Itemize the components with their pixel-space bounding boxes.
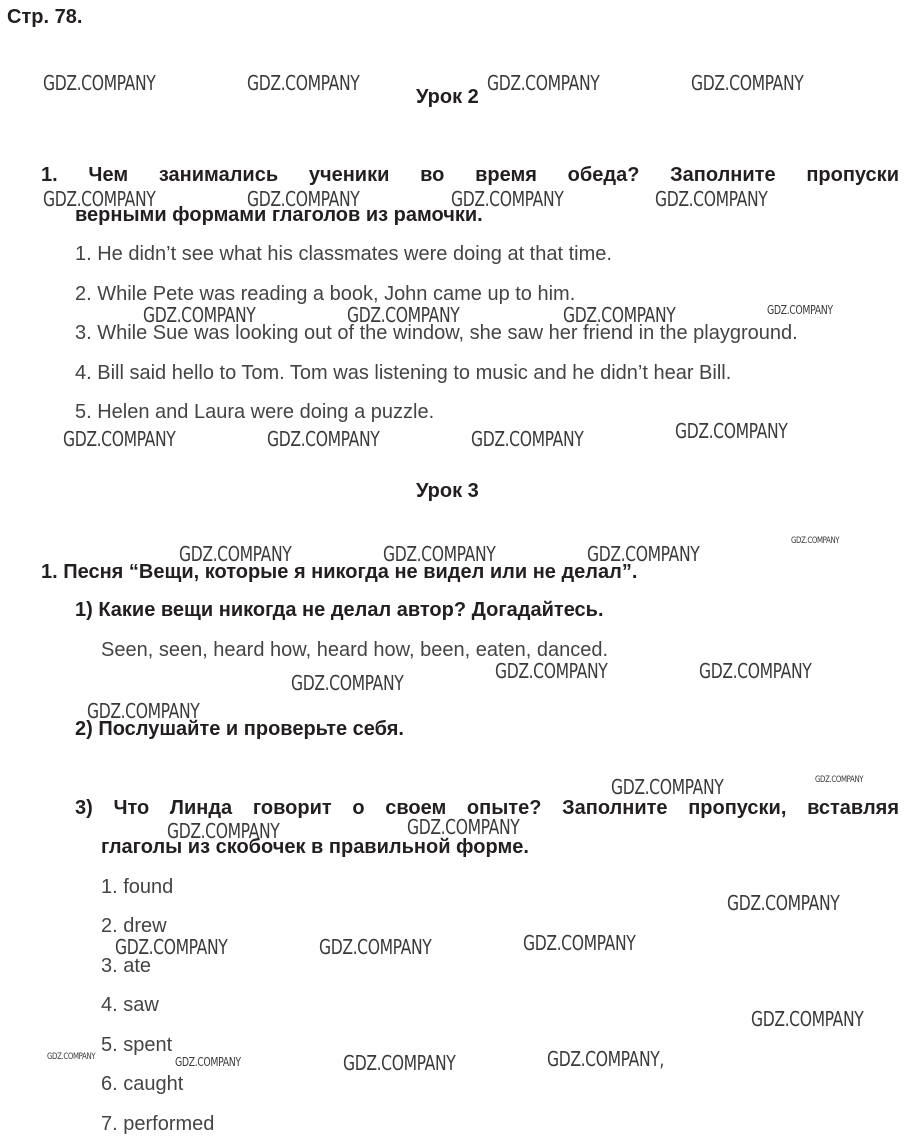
watermark: GDZ.COMPANY	[343, 1051, 456, 1075]
watermark: GDZ.COMPANY	[383, 542, 496, 566]
lesson2-task1-line1: 1. Чем занимались ученики во время обеда? Заполните пропуски	[41, 164, 899, 186]
watermark: GDZ.COMPANY	[611, 775, 724, 799]
watermark: GDZ.COMPANY	[471, 427, 584, 451]
lesson3-sub1-answer: Seen, seen, heard how, heard how, been, eaten, danced.	[101, 639, 609, 661]
watermark: GDZ.COMPANY	[791, 536, 840, 546]
lesson3-sub3-answer-2: 2. drew	[101, 915, 167, 937]
lesson3-sub3-answer-5: 5. spent	[101, 1034, 173, 1056]
watermark: GDZ.COMPANY	[175, 1055, 241, 1069]
watermark: GDZ.COMPANY	[751, 1007, 864, 1031]
lesson3-sub3-line1: 3) Что Линда говорит о своем опыте? Заполните пропуски, вставляя	[75, 797, 899, 819]
lesson3-sub3-answer-7: 7. performed	[101, 1113, 215, 1135]
lesson2-answer-4: 4. Bill said hello to Tom. Tom was listening to music and he didn’t hear Bill.	[75, 362, 732, 384]
watermark: GDZ.COMPANY	[587, 542, 700, 566]
page-label: Стр. 78.	[7, 6, 83, 28]
watermark: GDZ.COMPANY	[115, 935, 228, 959]
watermark: GDZ.COMPANY	[727, 891, 840, 915]
watermark: GDZ.COMPANY	[767, 303, 833, 317]
lesson2-heading: Урок 2	[416, 86, 479, 108]
lesson3-sub2-title: 2) Послушайте и проверьте себя.	[75, 718, 404, 740]
watermark: GDZ.COMPANY	[407, 815, 520, 839]
watermark: GDZ.COMPANY	[167, 819, 280, 843]
watermark: GDZ.COMPANY	[43, 71, 156, 95]
lesson3-sub3-answer-6: 6. caught	[101, 1073, 184, 1095]
lesson3-sub3-answer-1: 1. found	[101, 876, 174, 898]
lesson2-answer-2: 2. While Pete was reading a book, John came up to him.	[75, 283, 576, 305]
lesson2-answer-3: 3. While Sue was looking out of the window, she saw her friend in the playground.	[75, 322, 798, 344]
watermark: GDZ.COMPANY	[523, 931, 636, 955]
watermark: GDZ.COMPANY	[487, 71, 600, 95]
watermark: GDZ.COMPANY	[247, 187, 360, 211]
watermark: GDZ.COMPANY	[43, 187, 156, 211]
watermark: GDZ.COMPANY	[655, 187, 768, 211]
watermark: GDZ.COMPANY	[247, 71, 360, 95]
lesson3-sub3-answer-3: 3. ate	[101, 955, 152, 977]
lesson2-task1-line2: верными формами глаголов из рамочки.	[75, 204, 483, 226]
lesson3-sub3-answer-4: 4. saw	[101, 994, 159, 1016]
watermark: GDZ.COMPANY	[267, 427, 380, 451]
lesson2-answer-5: 5. Helen and Laura were doing a puzzle.	[75, 401, 435, 423]
watermark: GDZ.COMPANY	[563, 303, 676, 327]
lesson3-sub3-line2: глаголы из скобочек в правильной форме.	[101, 836, 529, 858]
watermark: GDZ.COMPANY	[495, 659, 608, 683]
watermark: GDZ.COMPANY	[451, 187, 564, 211]
lesson3-heading: Урок 3	[416, 480, 479, 502]
watermark: GDZ.COMPANY	[699, 659, 812, 683]
watermark: GDZ.COMPANY	[347, 303, 460, 327]
watermark: GDZ.COMPANY	[179, 542, 292, 566]
watermark: GDZ.COMPANY	[47, 1052, 96, 1062]
watermark: GDZ.COMPANY	[815, 775, 864, 785]
watermark: GDZ.COMPANY	[143, 303, 256, 327]
watermark: GDZ.COMPANY	[291, 671, 404, 695]
watermark: GDZ.COMPANY	[691, 71, 804, 95]
watermark: GDZ.COMPANY	[63, 427, 176, 451]
watermark: GDZ.COMPANY	[675, 419, 788, 443]
lesson2-answer-1: 1. He didn’t see what his classmates were doing at that time.	[75, 243, 612, 265]
watermark: GDZ.COMPANY,	[547, 1047, 664, 1071]
lesson3-sub1-title: 1) Какие вещи никогда не делал автор? Догадайтесь.	[75, 599, 604, 621]
watermark: GDZ.COMPANY	[87, 699, 200, 723]
watermark: GDZ.COMPANY	[319, 935, 432, 959]
lesson3-task1-title: 1. Песня “Вещи, которые я никогда не видел или не делал”.	[41, 561, 638, 583]
